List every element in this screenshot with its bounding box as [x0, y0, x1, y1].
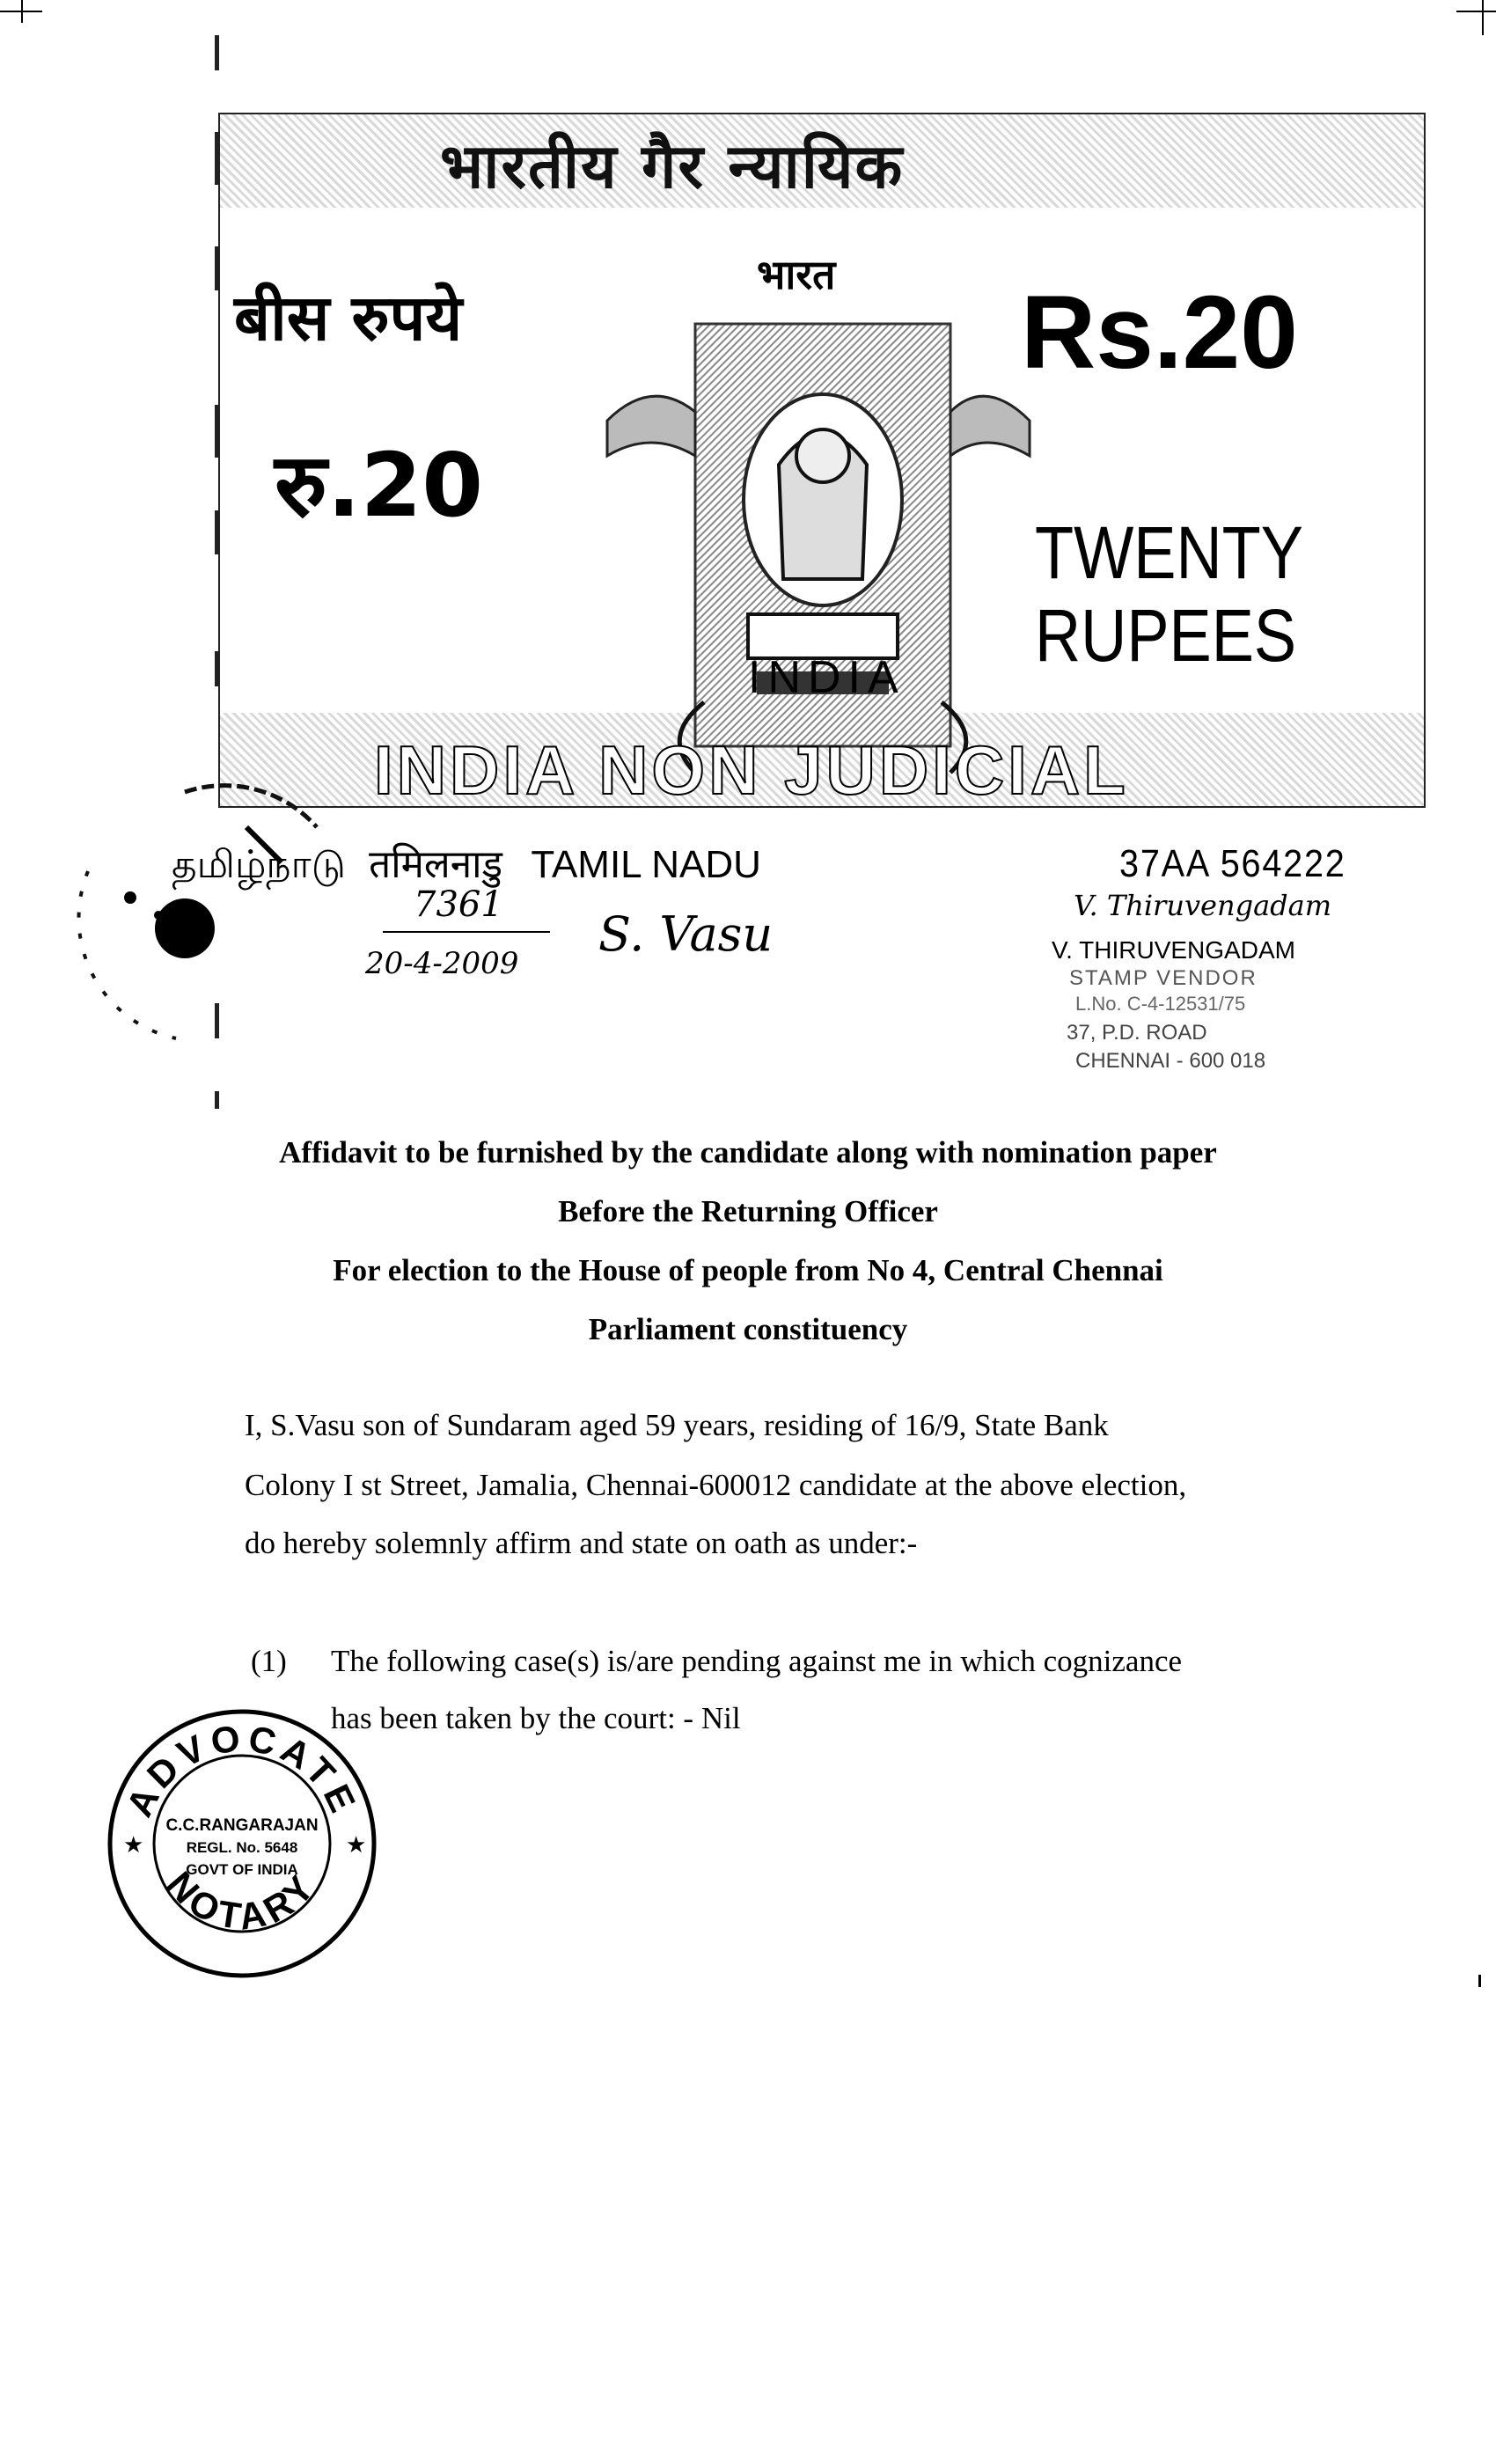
vendor-line4: 37, P.D. ROAD [1067, 1021, 1207, 1045]
handwritten-underline [383, 931, 550, 933]
serial-number: 37AA 564222 [1119, 842, 1346, 885]
emblem-caption: भारत [757, 251, 836, 298]
paragraph-line-1: I, S.Vasu son of Sundaram aged 59 years, residing of 16/9, State Bank [245, 1408, 1109, 1442]
stamp-amount-words-2: RUPEES [1035, 594, 1297, 677]
affidavit-heading-4: Parliament constituency [588, 1312, 908, 1346]
vendor-line3: L.No. C-4-12531/75 [1075, 993, 1246, 1015]
svg-text:ADVOCATE [118, 1717, 365, 1823]
stamp-hindi-amount: रु.20 [275, 434, 483, 537]
state-english: TAMIL NADU [531, 843, 761, 886]
seal-name: C.C.RANGARAJAN [165, 1816, 319, 1835]
affidavit-heading-1: Affidavit to be furnished by the candidate along with nomination paper [279, 1135, 1217, 1170]
vendor-signature: V. Thiruvengadam [1074, 889, 1332, 922]
seal-reg: REGL. No. 5648 [186, 1839, 298, 1856]
stamp-amount-words-1: TWENTY [1035, 511, 1303, 594]
state-tamil: தமிழ்நாடு [172, 842, 346, 887]
notary-seal [97, 1698, 387, 1989]
stamp-hindi-title: भारतीय गैर न्यायिक [440, 130, 905, 202]
stamp-paper [218, 113, 1426, 808]
paragraph-line-2: Colony I st Street, Jamalia, Chennai-600012 candidate at the above election, [245, 1468, 1187, 1502]
vendor-line2: STAMP VENDOR [1069, 966, 1258, 990]
stamp-hindi-amount-words: बीस रुपये [234, 281, 463, 355]
seal-star-icon: ★ [123, 1832, 144, 1858]
stamp-amount-rs: Rs.20 [1021, 275, 1298, 391]
handwritten-number: 7361 [414, 884, 503, 925]
seal-top-text: ADVOCATE [118, 1716, 366, 1823]
stamp-footer-title: INDIA NON JUDICIAL [374, 731, 1129, 809]
crop-mark [21, 0, 23, 23]
vendor-name: V. THIRUVENGADAM [1052, 936, 1295, 964]
item-1-number: (1) [251, 1644, 287, 1678]
seal-govt: GOVT OF INDIA [186, 1861, 298, 1878]
affidavit-heading-3: For election to the House of people from No 4, Central Chennai [333, 1253, 1163, 1287]
office-round-stamp [53, 774, 370, 1065]
handwritten-date: 20-4-2009 [365, 946, 519, 981]
crop-mark [1456, 11, 1496, 12]
vendor-line5: CHENNAI - 600 018 [1075, 1049, 1266, 1073]
emblem-india-word: INDIA [748, 652, 906, 703]
scan-mark [1478, 1975, 1481, 1987]
seal-bottom-text: NOTARY [158, 1863, 326, 1938]
item-1-line-2: has been taken by the court: - Nil [331, 1701, 741, 1735]
candidate-signature: S. Vasu [598, 906, 774, 962]
affidavit-heading-2: Before the Returning Officer [558, 1194, 938, 1228]
crop-mark [1482, 0, 1484, 35]
state-hindi: तमिलनाडु [369, 842, 503, 887]
item-1-line-1: The following case(s) is/are pending against me in which cognizance [331, 1644, 1183, 1678]
paragraph-line-3: do hereby solemnly affirm and state on oath as under:- [245, 1526, 918, 1560]
seal-star-icon: ★ [346, 1832, 367, 1858]
